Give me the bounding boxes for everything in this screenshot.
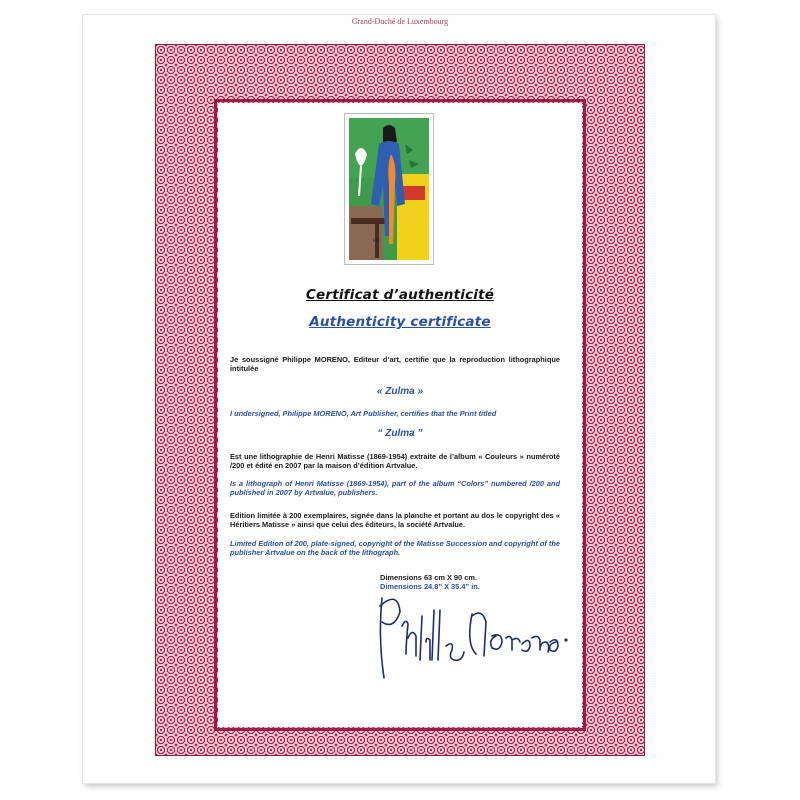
matisse-zulma-artwork-icon: [345, 114, 433, 264]
dimensions-cm: Dimensions 63 cm X 90 cm.: [380, 573, 477, 582]
artwork-thumbnail: [344, 113, 434, 265]
statement-english: I undersigned, Philippe MORENO, Art Publisher, certifies that the Print titled: [230, 409, 497, 418]
certificate-title-english: Authenticity certificate: [309, 314, 491, 330]
signature-icon: [372, 586, 572, 686]
certificate-title-french: Certificat d’authenticité: [305, 287, 495, 303]
dimensions-inches: Dimensions 24.8” X 35.4” in.: [380, 582, 480, 591]
statement-french: Je soussigné Philippe MORENO, Editeur d’art, certifie que la reproduction lithographique intitulée: [230, 355, 560, 374]
svg-text:HM: HM: [373, 238, 380, 243]
description-french: Est une lithographie de Henri Matisse (1869-1954) extraite de l’album « Couleurs » numéroté /200 et édité en 2007 par la maison d’édition Artvalue.: [230, 452, 560, 471]
work-title-french: « Zulma »: [376, 386, 424, 397]
work-title-english: “ Zulma ”: [377, 428, 423, 439]
handwritten-signature: [372, 586, 572, 686]
edition-french: Edition limitée à 200 exemplaires, signée dans la planche et portant au dos le copyright des « Héritiers Matisse » ainsi que celui des éditeurs, la société Artvalue.: [230, 511, 560, 530]
edition-english: Limited Edition of 200, plate-signed, copyright of the Matisse Succession and copyright of the publisher Artvalue on the back of the lithograph.: [230, 539, 560, 558]
country-header: Grand-Duché de Luxembourg: [351, 17, 449, 26]
description-english: Is a lithograph of Henri Matisse (1869-1954), part of the album “Colors” numbered /200 and published in 2007 by Artvalue, publishers.: [230, 479, 560, 498]
